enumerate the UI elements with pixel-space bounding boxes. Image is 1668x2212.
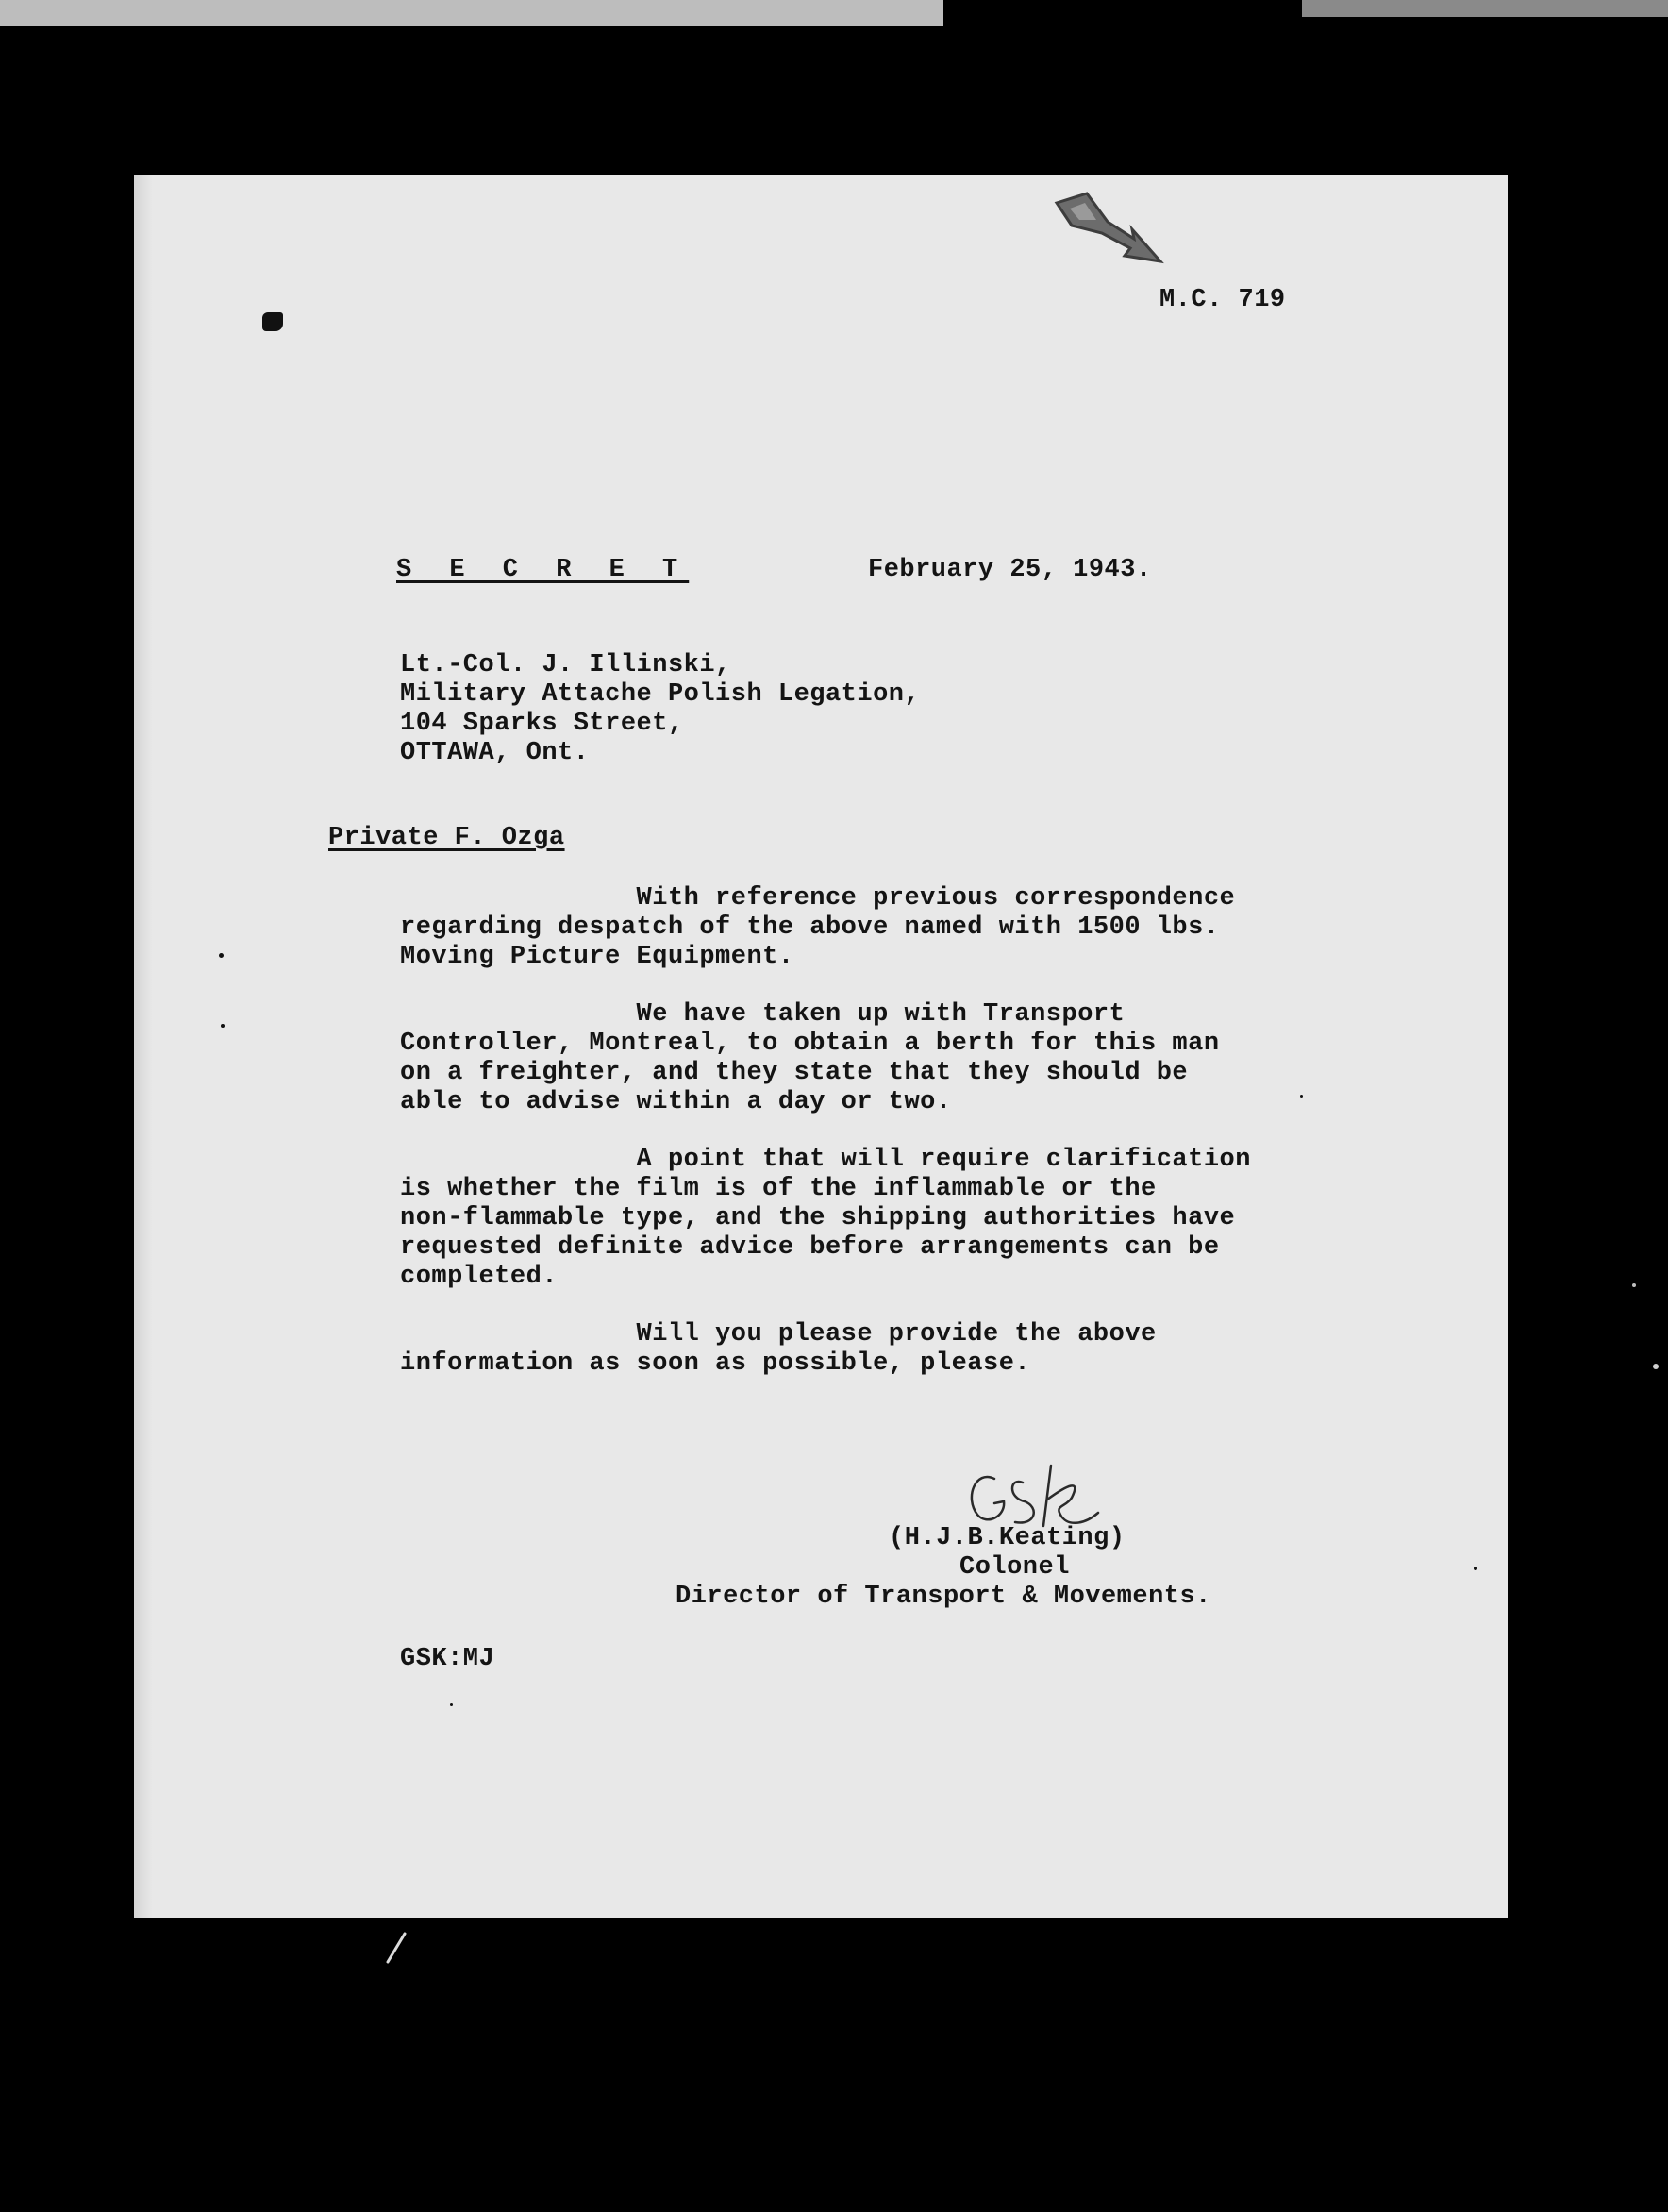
body-line: We have taken up with Transport: [400, 1000, 1126, 1029]
body-line: With reference previous correspondence: [400, 884, 1236, 913]
speck-mark: [1300, 1095, 1303, 1098]
body-line: Moving Picture Equipment.: [400, 943, 794, 971]
body-line: information as soon as possible, please.: [400, 1349, 1031, 1378]
body-line: is whether the film is of the inflammable or the: [400, 1175, 1157, 1203]
recipient-line: 104 Sparks Street,: [400, 710, 684, 738]
signatory-name: (H.J.B.Keating): [889, 1524, 1126, 1552]
body-line: Controller, Montreal, to obtain a berth for this man: [400, 1030, 1220, 1058]
document-page: [134, 175, 1508, 1918]
arrow-stamp-icon: [1049, 184, 1172, 297]
recipient-line: OTTAWA, Ont.: [400, 739, 590, 767]
speck-mark: [1653, 1364, 1659, 1369]
body-line: on a freighter, and they state that they should be: [400, 1059, 1189, 1087]
body-line: completed.: [400, 1263, 559, 1291]
speck-mark: [219, 953, 224, 958]
body-line: Will you please provide the above: [400, 1320, 1157, 1349]
speck-mark: [1632, 1283, 1636, 1287]
speck-mark: [1474, 1567, 1477, 1570]
speck-mark: [450, 1703, 453, 1706]
body-line: regarding despatch of the above named with 1500 lbs.: [400, 913, 1220, 942]
subject-line: Private F. Ozga: [328, 824, 565, 852]
recipient-line: Lt.-Col. J. Illinski,: [400, 651, 731, 679]
recipient-line: Military Attache Polish Legation,: [400, 680, 921, 709]
body-line: able to advise within a day or two.: [400, 1088, 952, 1116]
body-line: requested definite advice before arrangements can be: [400, 1233, 1220, 1262]
film-edge-top-right: [1302, 0, 1668, 17]
classification-label: S E C R E T: [396, 556, 690, 584]
signatory-rank: Colonel: [959, 1553, 1070, 1582]
body-line: A point that will require clarification: [400, 1146, 1251, 1174]
body-line: non-flammable type, and the shipping authorities have: [400, 1204, 1236, 1232]
typist-reference: GSK:MJ: [400, 1645, 495, 1673]
film-edge-top-left: [0, 0, 943, 26]
reference-number: M.C. 719: [1159, 286, 1286, 314]
speck-mark: [221, 1024, 225, 1028]
punch-mark: [262, 312, 283, 331]
signatory-title: Director of Transport & Movements.: [676, 1583, 1211, 1611]
letter-date: February 25, 1943.: [868, 556, 1152, 584]
stray-scratch-mark: [382, 1930, 410, 1968]
